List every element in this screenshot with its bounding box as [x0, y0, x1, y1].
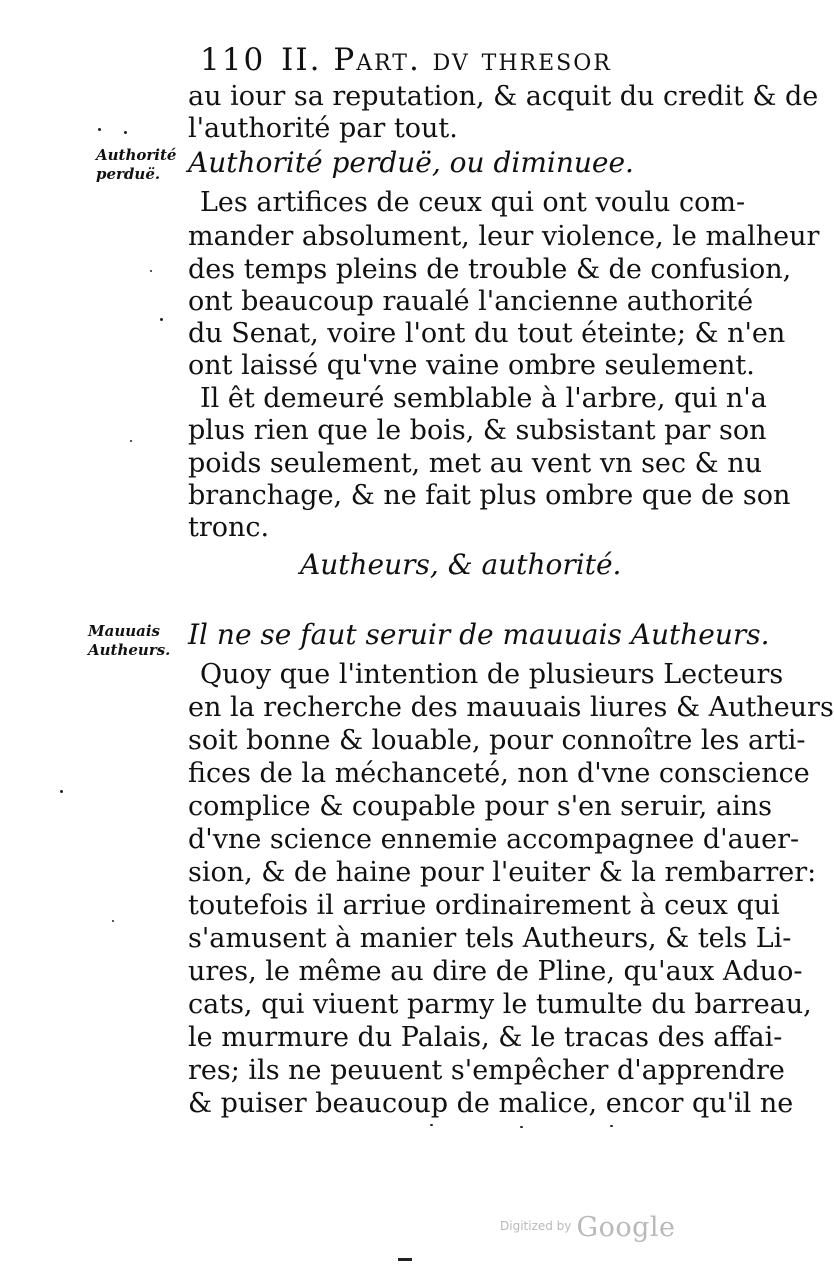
- page-foot-mark: [398, 1258, 412, 1261]
- section-heading: Il ne se faut seruir de mauuais Autheurs.: [188, 618, 770, 651]
- text-line: au iour sa reputation, & acquit du credit & de: [188, 81, 819, 112]
- page-number: 110: [200, 42, 266, 78]
- text-line: res; ils ne peuuent s'empêcher d'apprendre: [188, 1055, 785, 1086]
- scan-speck: [98, 128, 101, 131]
- scan-speck: [150, 270, 152, 272]
- section-heading: Authorité perduë, ou diminuee.: [188, 146, 634, 179]
- scan-speck: [60, 790, 63, 793]
- margin-note-line: perduë.: [96, 165, 161, 183]
- section-heading-centered: Autheurs, & authorité.: [300, 548, 622, 581]
- text-line: Il êt demeuré semblable à l'arbre, qui n'a: [200, 383, 767, 414]
- margin-note-authority: [96, 146, 176, 184]
- text-line: cats, qui viuent parmy le tumulte du barreau,: [188, 989, 812, 1020]
- scan-speck: [112, 920, 114, 922]
- scan-speck: [130, 440, 132, 442]
- text-line: Les artifices de ceux qui ont voulu com-: [200, 187, 746, 218]
- text-line: branchage, & ne fait plus ombre que de son: [188, 480, 791, 511]
- text-line: tronc.: [188, 512, 270, 543]
- digitized-watermark: [500, 1212, 676, 1252]
- watermark-brand: Google: [576, 1212, 676, 1243]
- text-line: des temps pleins de trouble & de confusion,: [188, 254, 792, 285]
- text-line: ures, le même au dire de Pline, qu'aux Aduo-: [188, 956, 803, 987]
- text-line: toutefois il arriue ordinairement à ceux qui: [188, 890, 780, 921]
- text-line: fices de la méchanceté, non d'vne conscience: [188, 758, 810, 789]
- text-line: le murmure du Palais, & le tracas des affai-: [188, 1022, 783, 1053]
- text-line: soit bonne & louable, pour connoître les arti-: [188, 725, 806, 756]
- running-title: II. Part. dv thresor: [281, 42, 612, 78]
- scan-speck: [610, 1125, 613, 1127]
- scan-speck: [520, 1126, 523, 1128]
- scan-speck: [430, 1124, 433, 1126]
- text-line: s'amusent à manier tels Autheurs, & tels Li-: [188, 923, 792, 954]
- text-line: plus rien que le bois, & subsistant par son: [188, 415, 767, 446]
- text-line: mander absolument, leur violence, le malheur: [188, 221, 820, 252]
- text-line: du Senat, voire l'ont du tout éteinte; & n'en: [188, 318, 786, 349]
- scan-speck: [124, 131, 127, 134]
- text-line: poids seulement, met au vent vn sec & nu: [188, 448, 763, 479]
- text-line: sion, & de haine pour l'euiter & la rembarrer:: [188, 857, 817, 888]
- scan-speck: [160, 318, 163, 321]
- text-line: l'authorité par tout.: [188, 113, 458, 144]
- text-line: ont beaucoup raualé l'ancienne authorité: [188, 286, 754, 317]
- running-head: [200, 40, 720, 80]
- text-line: complice & coupable pour s'en seruir, ains: [188, 791, 772, 822]
- margin-note-line: Authorité: [96, 146, 177, 164]
- margin-note-bad-authors: [88, 622, 170, 660]
- text-line: en la recherche des mauuais liures & Autheurs: [188, 692, 834, 723]
- watermark-caption: Digitized by: [500, 1219, 572, 1233]
- text-line: Quoy que l'intention de plusieurs Lecteurs: [200, 659, 784, 690]
- text-line: ont laissé qu'vne vaine ombre seulement.: [188, 350, 755, 381]
- margin-note-line: Mauuais: [88, 622, 160, 640]
- text-line: & puiser beaucoup de malice, encor qu'il ne: [188, 1088, 794, 1119]
- text-line: d'vne science ennemie accompagnee d'auer-: [188, 824, 800, 855]
- margin-note-line: Autheurs.: [88, 641, 171, 659]
